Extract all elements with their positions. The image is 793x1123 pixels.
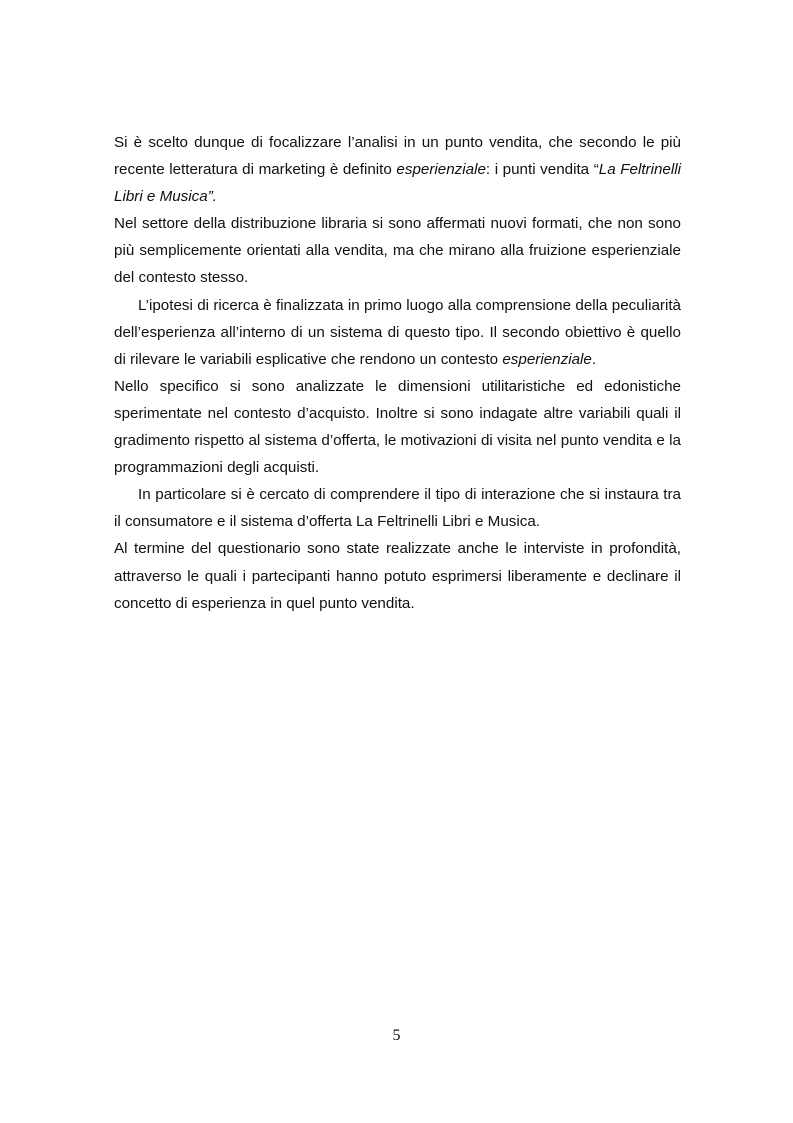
paragraph-6-text: Al termine del questionario sono state realizzate anche le interviste in profondità, attraverso le quali i partecipanti hanno potuto esprimersi liberamente e declinare il concetto di esperienza in quel punto vendita. [114,540,681,612]
paragraph-3 [114,292,681,373]
paragraph-1-italic-term: esperienziale [396,161,486,179]
paragraph-1-italic-store-name: La Feltrinelli Libri e Musica”. [114,161,681,206]
paragraph-5-text: In particolare si è cercato di comprendere il tipo di interazione che si instaura tra il consumatore e il sistema d’offerta La Feltrinelli Libri e Musica. [114,486,681,531]
page-number: 5 [392,1027,401,1044]
paragraph-1 [114,129,681,210]
body-text [114,129,681,617]
paragraph-4 [114,373,681,481]
paragraph-2-text: Nel settore della distribuzione libraria si sono affermati nuovi formati, che non sono più semplicemente orientati alla vendita, ma che mirano alla fruizione esperienziale del contesto stesso. [114,215,681,287]
paragraph-3-part-1: L’ipotesi di ricerca è finalizzata in primo luogo alla comprensione della peculiarità dell’esperienza all’interno di un sistema di questo tipo. Il secondo obiettivo è quello di rilevare le variabili esplicative che rendono un contesto [114,296,681,368]
paragraph-1-part-1: Si è scelto dunque di focalizzare l’analisi in un punto vendita, che secondo le più recente letteratura di marketing è definito [114,134,681,179]
paragraph-6 [114,535,681,616]
paragraph-3-italic-term: esperienziale [502,350,592,368]
paragraph-4-text: Nello specifico si sono analizzate le dimensioni utilitaristiche ed edonistiche sperimentate nel contesto d’acquisto. Inoltre si sono indagate altre variabili quali il gradimento rispetto al sistema d’offerta, le motivazioni di visita nel punto vendita e la programmazioni degli acquisti. [114,377,681,477]
paragraph-2 [114,210,681,291]
paragraph-3-part-3: . [591,350,597,368]
paragraph-5 [114,481,681,535]
paragraph-1-part-3: : i punti vendita “ [485,161,599,179]
